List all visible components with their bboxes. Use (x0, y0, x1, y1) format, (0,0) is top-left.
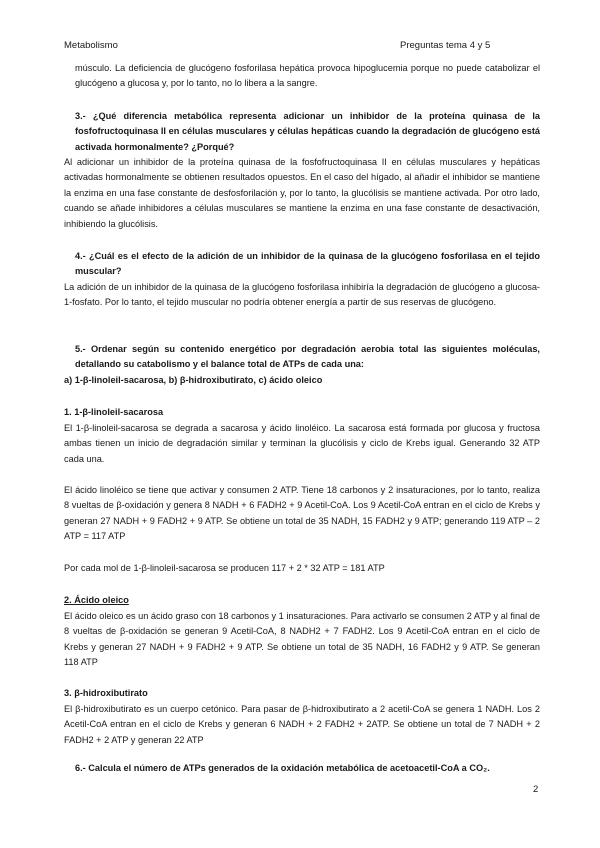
header-title-right: Preguntas tema 4 y 5 (400, 40, 491, 51)
question-5: 5.- Ordenar según su contenido energético por degradación aerobia total las siguientes moléculas, detallando su catabolismo y el balance total de ATPs de cada una: (75, 344, 540, 370)
header-title-left: Metabolismo (64, 40, 118, 51)
section-1-title: 1. 1-β-linoleil-sacarosa (64, 407, 164, 417)
question-4: 4.- ¿Cuál es el efecto de la adición de un inhibidor de la quinasa de la glucógeno fosforilasa en el tejido muscular? (75, 251, 540, 277)
section-1-paragraph-1: El 1-β-linoleil-sacarosa se degrada a sacarosa y ácido linoléico. La sacarosa está formada por glucosa y fructosa ambas tienen un inicio de degradación similar y terminan la glucólisis y ciclo de Krebs igual. Generando 32 ATP cada una. (64, 423, 540, 464)
section-2-paragraph: El ácido oleico es un ácido graso con 18 carbonos y 1 insaturaciones. Para activarlo se consumen 2 ATP y al final de 8 vueltas de β-oxidación se generan 9 Acetil-CoA, 8 NADH2 + 7 FADH2. Los 9 Acetil-CoA entran en el ciclo de Krebs y generan 27 NADH + 9 FADH2 + 9 ATP. Se obtiene un total de 35 NADH, 16 FADH2 y 9 ATP. Se generan 118 ATP (64, 611, 540, 668)
page-number: 2 (533, 784, 539, 795)
continuation-paragraph: músculo. La deficiencia de glucógeno fosforilasa hepática provoca hipoglucemia porque no puede catabolizar el glucógeno a glucosa y, por lo tanto, no lo libera a la sangre. (75, 63, 540, 89)
answer-4: La adición de un inhibidor de la quinasa de la glucógeno fosforilasa inhibiría la degradación de glucógeno a glucosa-1-fosfato. Por lo tanto, el tejido muscular no podría obtener energía a partir de sus reservas de glucógeno. (64, 282, 540, 308)
question-6: 6.- Calcula el número de ATPs generados de la oxidación metabólica de acetoacetil-CoA a CO₂. (75, 763, 490, 773)
section-3-paragraph: El β-hidroxibutirato es un cuerpo cetónico. Para pasar de β-hidroxibutirato a 2 acetil-CoA se genera 1 NADH. Los 2 Acetil-CoA entran en el ciclo de Krebs y generan 6 NADH + 2 FADH2 + 2ATP. Se obtiene un total de 7 NADH + 2 FADH2 + 2 ATP y generan 22 ATP (64, 704, 540, 745)
question-5-options: a) 1-β-linoleil-sacarosa, b) β-hidroxibutirato, c) ácido oleico (64, 375, 323, 385)
section-3-title: 3. β-hidroxibutirato (64, 688, 148, 698)
section-1-paragraph-2: El ácido linoléico se tiene que activar y consumen 2 ATP. Tiene 18 carbonos y 2 insaturaciones, por lo tanto, realiza 8 vueltas de β-oxidación y genera 8 NADH + 6 FADH2 + 9 Acetil-CoA. Los 9 Acetil-CoA entran en el ciclo de Krebs y generan 27 NADH + 9 FADH2 + 9 ATP. Se obtiene un total de 35 NADH, 15 FADH2 y 9 ATP; generando 119 ATP – 2 ATP = 117 ATP (64, 485, 540, 542)
answer-3: Al adicionar un inhibidor de la proteína quinasa de la fosfofructoquinasa II en células musculares y hepáticas activadas hormonalmente se obtienen resultados opuestos. En el caso del hígado, al añadir el inhibidor se mantiene la enzima en una fase constante de desfosforilación y, por lo tanto, la glucólisis se mantiene activada. Por otro lado, cuando se añade inhibidores a células musculares se mantiene la enzima en una fase constante de desactivación, inhibiendo la glucólisis. (64, 157, 540, 229)
question-3: 3.- ¿Qué diferencia metabólica representa adicionar un inhibidor de la proteína quinasa de la fosfofructoquinasa II en células musculares y células hepáticas cuando la degradación de glucógeno está activada hormonalmente? ¿Porqué? (75, 111, 540, 152)
section-1-paragraph-3: Por cada mol de 1-β-linoleil-sacarosa se producen 117 + 2 * 32 ATP = 181 ATP (64, 563, 385, 573)
section-2-title: 2. Ácido oleico (64, 595, 129, 605)
